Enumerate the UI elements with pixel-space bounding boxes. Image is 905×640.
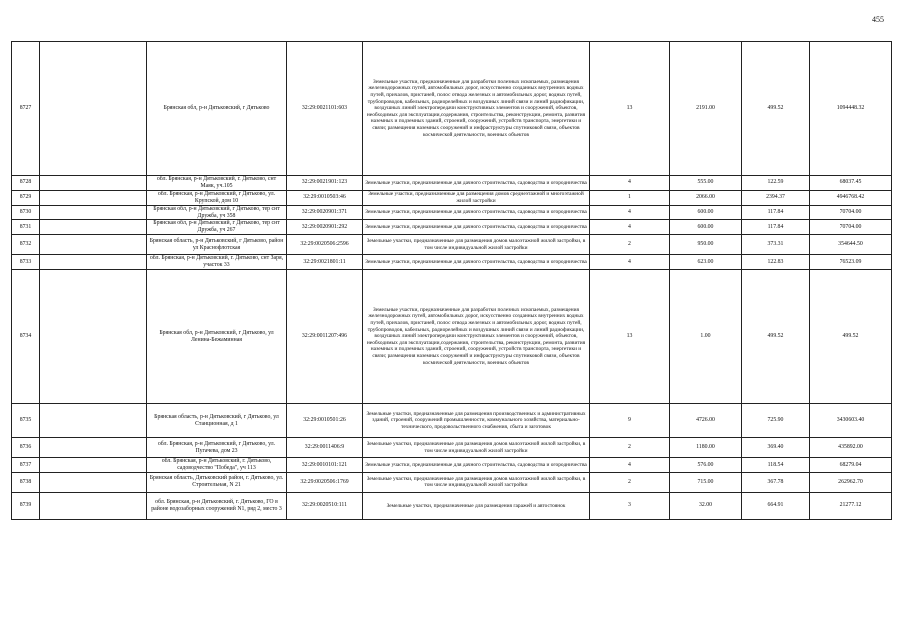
margin-cell bbox=[40, 270, 147, 404]
group-code-cell: 2 bbox=[590, 472, 670, 492]
row-number-cell: 8734 bbox=[12, 270, 40, 404]
area-cell: 32.00 bbox=[670, 492, 742, 519]
area-cell: 623.00 bbox=[670, 255, 742, 270]
cadastral-number-cell: 32:29:0020901:371 bbox=[287, 205, 363, 220]
address-cell: обл. Брянская, р-н Дятьковский, г. Дятьково, садоводчество "Победа", уч 113 bbox=[147, 458, 287, 473]
margin-cell bbox=[40, 438, 147, 458]
specific-value-cell: 664.91 bbox=[742, 492, 810, 519]
table-row bbox=[12, 42, 892, 176]
margin-cell bbox=[40, 190, 147, 205]
cadastral-value-cell: 68037.45 bbox=[810, 176, 892, 191]
table-row bbox=[12, 220, 892, 235]
row-number-cell: 8727 bbox=[12, 42, 40, 176]
margin-cell bbox=[40, 42, 147, 176]
area-cell: 4726.00 bbox=[670, 404, 742, 438]
table-row bbox=[12, 404, 892, 438]
margin-cell bbox=[40, 404, 147, 438]
cadastral-value-cell: 435892.00 bbox=[810, 438, 892, 458]
specific-value-cell: 118.54 bbox=[742, 458, 810, 473]
cadastral-number-cell: 32:29:0021801:11 bbox=[287, 255, 363, 270]
table-row bbox=[12, 270, 892, 404]
row-number-cell: 8729 bbox=[12, 190, 40, 205]
address-cell: Брянская область, Дятьковский район, г. Дятьково, ул. Строительная, N 21 bbox=[147, 472, 287, 492]
cadastral-number-cell: 32:29:0020901:292 bbox=[287, 220, 363, 235]
group-code-cell: 4 bbox=[590, 205, 670, 220]
address-cell: Брянская область, р-н Дятьковский, г Дятьково, ул Станционная, д 1 bbox=[147, 404, 287, 438]
area-cell: 715.00 bbox=[670, 472, 742, 492]
address-cell: Брянская область, р-н Дятьковский, г Дятьково, район ул Краснофлотская bbox=[147, 235, 287, 255]
address-cell: обл. Брянская, р-н Дятьковский, г Дятьково, ул. Крупской, дом 10 bbox=[147, 190, 287, 205]
row-number-cell: 8736 bbox=[12, 438, 40, 458]
cadastral-number-cell: 32:29:0010501:26 bbox=[287, 404, 363, 438]
specific-value-cell: 122.83 bbox=[742, 255, 810, 270]
specific-value-cell: 499.52 bbox=[742, 42, 810, 176]
cadastral-value-cell: 499.52 bbox=[810, 270, 892, 404]
address-cell: Брянская обл, р-н Дятьковский, г Дятьково, тер снт Дружба, уч 358 bbox=[147, 205, 287, 220]
land-use-cell: Земельные участки, предназначенные для размещения домов малоэтажной жилой застройки, в том числе индивидуальной жилой застройки bbox=[363, 235, 590, 255]
land-use-cell: Земельные участки, предназначенные для дачного строительства, садоводства и огородничества bbox=[363, 220, 590, 235]
group-code-cell: 4 bbox=[590, 176, 670, 191]
cadastral-value-cell: 262962.70 bbox=[810, 472, 892, 492]
table-row bbox=[12, 176, 892, 191]
cadastral-value-cell: 70704.00 bbox=[810, 220, 892, 235]
margin-cell bbox=[40, 492, 147, 519]
row-number-cell: 8738 bbox=[12, 472, 40, 492]
cadastral-number-cell: 32:29:0020510:111 bbox=[287, 492, 363, 519]
specific-value-cell: 725.90 bbox=[742, 404, 810, 438]
cadastral-value-cell: 68279.04 bbox=[810, 458, 892, 473]
address-cell: обл. Брянская, р-н Дятьковский, г. Дятьково, снт Заря, участок 33 bbox=[147, 255, 287, 270]
area-cell: 1180.00 bbox=[670, 438, 742, 458]
table-row bbox=[12, 438, 892, 458]
row-number-cell: 8728 bbox=[12, 176, 40, 191]
land-use-cell: Земельные участки, предназначенные для размещения гаражей и автостоянок bbox=[363, 492, 590, 519]
cadastral-value-cell: 354644.50 bbox=[810, 235, 892, 255]
group-code-cell: 13 bbox=[590, 270, 670, 404]
cadastral-value-cell: 4946768.42 bbox=[810, 190, 892, 205]
cadastral-number-cell: 32:29:0020506:2596 bbox=[287, 235, 363, 255]
area-cell: 2066.00 bbox=[670, 190, 742, 205]
group-code-cell: 4 bbox=[590, 255, 670, 270]
cadastral-value-table bbox=[11, 41, 892, 520]
page-number: 455 bbox=[872, 15, 884, 24]
cadastral-value-cell: 21277.12 bbox=[810, 492, 892, 519]
address-cell: обл. Брянская, р-н Дятьковский, г. Дятьково, ГО в районе водозаборных сооружений N1, ряд 2, место 3 bbox=[147, 492, 287, 519]
area-cell: 1.00 bbox=[670, 270, 742, 404]
address-cell: обл. Брянская, р-н Дятьковский, г. Дятьково, снт Маяк, уч.105 bbox=[147, 176, 287, 191]
specific-value-cell: 369.40 bbox=[742, 438, 810, 458]
table-row bbox=[12, 458, 892, 473]
group-code-cell: 3 bbox=[590, 492, 670, 519]
land-use-cell: Земельные участки, предназначенные для размещения производственных и административных зданий, строений, сооружений промышленности, коммунального хозяйства, материально-технического, продовольственного снабжения, сбыта и заготовок bbox=[363, 404, 590, 438]
area-cell: 555.00 bbox=[670, 176, 742, 191]
row-number-cell: 8737 bbox=[12, 458, 40, 473]
table-row bbox=[12, 190, 892, 205]
address-cell: Брянская обл, р-н Дятьковский, г Дятьково, тер снт Дружба, уч 267 bbox=[147, 220, 287, 235]
area-cell: 600.00 bbox=[670, 205, 742, 220]
land-use-cell: Земельные участки, предназначенные для дачного строительства, садоводства и огородничества bbox=[363, 458, 590, 473]
address-cell: Брянская обл, р-н Дятьковский, г Дятьково, ул Ленина-Бежаминная bbox=[147, 270, 287, 404]
land-use-cell: Земельные участки, предназначенные для дачного строительства, садоводства и огородничества bbox=[363, 176, 590, 191]
specific-value-cell: 367.78 bbox=[742, 472, 810, 492]
row-number-cell: 8731 bbox=[12, 220, 40, 235]
area-cell: 2191.00 bbox=[670, 42, 742, 176]
table-row bbox=[12, 255, 892, 270]
land-use-cell: Земельные участки, предназначенные для разработки полезных ископаемых, размещения железнодорожных путей, автомобильных дорог, искусственно созданных внутренних водных путей, причалов, пристаней, полос отвода железных и автомобильных дорог, водных путей, трубопроводов, кабельных, радиорелейных и воздушных линий связи и линий радиофикации, воздушных линий электропередачи конструктивных элементов и сооружений, объектов, необходимых для эксплуатации,содержания, строительства, реконструкции, ремонта, развития наземных и подземных зданий, строений, сооружений, устройств транспорта, энергетики и связи; размещения наземных сооружений и инфраструктуры спутниковой связи, объектов космической деятельности, военных объектов bbox=[363, 42, 590, 176]
area-cell: 950.00 bbox=[670, 235, 742, 255]
cadastral-number-cell: 32:29:0021101:603 bbox=[287, 42, 363, 176]
specific-value-cell: 499.52 bbox=[742, 270, 810, 404]
area-cell: 600.00 bbox=[670, 220, 742, 235]
row-number-cell: 8730 bbox=[12, 205, 40, 220]
group-code-cell: 4 bbox=[590, 458, 670, 473]
row-number-cell: 8739 bbox=[12, 492, 40, 519]
row-number-cell: 8735 bbox=[12, 404, 40, 438]
margin-cell bbox=[40, 220, 147, 235]
margin-cell bbox=[40, 205, 147, 220]
land-use-cell: Земельные участки, предназначенные для дачного строительства, садоводства и огородничества bbox=[363, 255, 590, 270]
specific-value-cell: 117.84 bbox=[742, 205, 810, 220]
land-use-cell: Земельные участки, предназначенные для размещения домов среднеэтажной и многоэтажной жилой застройки bbox=[363, 190, 590, 205]
row-number-cell: 8732 bbox=[12, 235, 40, 255]
cadastral-value-cell: 76523.09 bbox=[810, 255, 892, 270]
group-code-cell: 9 bbox=[590, 404, 670, 438]
group-code-cell: 2 bbox=[590, 438, 670, 458]
table-row bbox=[12, 492, 892, 519]
table-row bbox=[12, 235, 892, 255]
row-number-cell: 8733 bbox=[12, 255, 40, 270]
table-row bbox=[12, 472, 892, 492]
margin-cell bbox=[40, 235, 147, 255]
specific-value-cell: 2394.37 bbox=[742, 190, 810, 205]
cadastral-number-cell: 32:29:0020506:1769 bbox=[287, 472, 363, 492]
cadastral-number-cell: 32:29:0010101:121 bbox=[287, 458, 363, 473]
specific-value-cell: 122.59 bbox=[742, 176, 810, 191]
margin-cell bbox=[40, 255, 147, 270]
group-code-cell: 13 bbox=[590, 42, 670, 176]
cadastral-value-cell: 3430603.40 bbox=[810, 404, 892, 438]
land-use-cell: Земельные участки, предназначенные для размещения домов малоэтажной жилой застройки, в том числе индивидуальной жилой застройки bbox=[363, 472, 590, 492]
address-cell: обл. Брянская, р-н Дятьковский, г Дятьково, ул. Пугачева, дом 23 bbox=[147, 438, 287, 458]
address-cell: Брянская обл, р-н Дятьковский, г Дятьково bbox=[147, 42, 287, 176]
cadastral-value-cell: 1094448.32 bbox=[810, 42, 892, 176]
land-use-cell: Земельные участки, предназначенные для разработки полезных ископаемых, размещения железнодорожных путей, автомобильных дорог, искусственно созданных внутренних водных путей, причалов, пристаней, полос отвода железных и автомобильных дорог, водных путей, трубопроводов, кабельных, радиорелейных и воздушных линий связи и линий радиофикации, воздушных линий электропередачи конструктивных элементов и сооружений, объектов, необходимых для эксплуатации,содержания, строительства, реконструкции, ремонта, развития наземных и подземных зданий, строений, сооружений, устройств транспорта, энергетики и связи; размещения наземных сооружений и инфраструктуры спутниковой связи, объектов космической деятельности, военных объектов bbox=[363, 270, 590, 404]
group-code-cell: 4 bbox=[590, 220, 670, 235]
area-cell: 576.00 bbox=[670, 458, 742, 473]
margin-cell bbox=[40, 176, 147, 191]
specific-value-cell: 117.84 bbox=[742, 220, 810, 235]
land-use-cell: Земельные участки, предназначенные для дачного строительства, садоводства и огородничества bbox=[363, 205, 590, 220]
cadastral-number-cell: 32:29:0011406:9 bbox=[287, 438, 363, 458]
group-code-cell: 1 bbox=[590, 190, 670, 205]
cadastral-number-cell: 32:29:0021901:123 bbox=[287, 176, 363, 191]
margin-cell bbox=[40, 472, 147, 492]
cadastral-value-cell: 70704.00 bbox=[810, 205, 892, 220]
group-code-cell: 2 bbox=[590, 235, 670, 255]
cadastral-number-cell: 32:29:0010503:46 bbox=[287, 190, 363, 205]
cadastral-number-cell: 32:29:0011207:496 bbox=[287, 270, 363, 404]
margin-cell bbox=[40, 458, 147, 473]
specific-value-cell: 373.31 bbox=[742, 235, 810, 255]
table-row bbox=[12, 205, 892, 220]
land-use-cell: Земельные участки, предназначенные для размещения домов малоэтажной жилой застройки, в том числе индивидуальной жилой застройки bbox=[363, 438, 590, 458]
